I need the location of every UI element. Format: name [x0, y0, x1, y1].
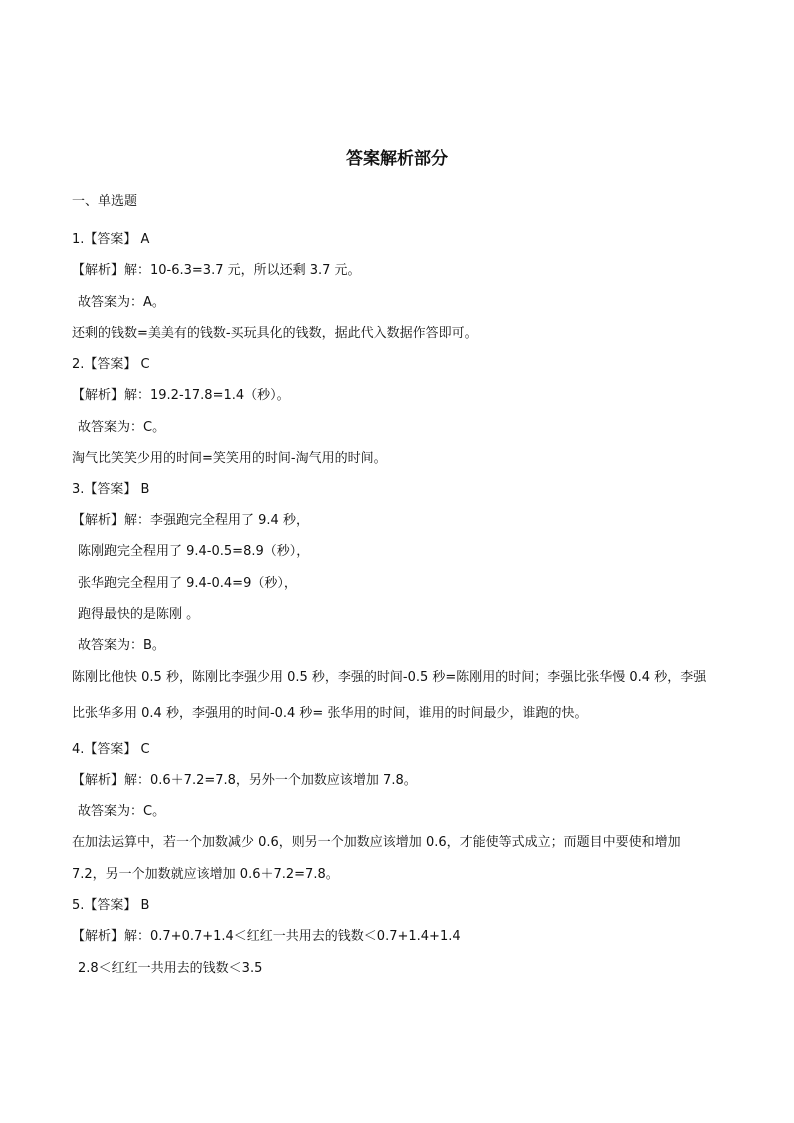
- conclusion-line: 故答案为：A。: [78, 295, 165, 310]
- analysis-line: 张华跑完全程用了 9.4-0.4=9（秒），: [78, 576, 297, 591]
- answer-line: 3.【答案】 B: [72, 482, 150, 497]
- explanation-line: 7.2，另一个加数就应该增加 0.6＋7.2=7.8。: [72, 867, 339, 882]
- analysis-line: 【解析】解：19.2-17.8=1.4（秒）。: [72, 388, 290, 403]
- explanation-line: 陈刚比他快 0.5 秒，陈刚比李强少用 0.5 秒，李强的时间-0.5 秒=陈刚用的时间；李强比张华慢 0.4 秒，李强: [72, 670, 707, 685]
- explanation-line: 淘气比笑笑少用的时间=笑笑用的时间-淘气用的时间。: [72, 451, 387, 466]
- explanation-line: 在加法运算中，若一个加数减少 0.6，则另一个加数应该增加 0.6，才能使等式成立；而题目中要使和增加: [72, 835, 681, 850]
- answer-line: 1.【答案】 A: [72, 232, 150, 247]
- explanation-line: 还剩的钱数=美美有的钱数-买玩具化的钱数，据此代入数据作答即可。: [72, 326, 478, 341]
- analysis-line: 【解析】解：0.7+0.7+1.4＜红红一共用去的钱数＜0.7+1.4+1.4: [72, 929, 461, 944]
- answer-line: 4.【答案】 C: [72, 742, 150, 757]
- analysis-line: 【解析】解：10-6.3=3.7 元，所以还剩 3.7 元。: [72, 263, 361, 278]
- conclusion-line: 故答案为：C。: [78, 420, 166, 435]
- answer-line: 5.【答案】 B: [72, 898, 150, 913]
- conclusion-line: 故答案为：C。: [78, 804, 166, 819]
- analysis-line: 跑得最快的是陈刚 。: [78, 607, 200, 622]
- analysis-line: 【解析】解：李强跑完全程用了 9.4 秒，: [72, 513, 309, 528]
- analysis-line: 【解析】解：0.6＋7.2=7.8，另外一个加数应该增加 7.8。: [72, 773, 417, 788]
- answer-line: 2.【答案】 C: [72, 357, 150, 372]
- explanation-line: 比张华多用 0.4 秒，李强用的时间-0.4 秒= 张华用的时间，谁用的时间最少，谁跑的快。: [72, 706, 588, 721]
- section-heading: 一、单选题: [72, 194, 138, 209]
- page-title: 答案解析部分: [346, 149, 448, 169]
- analysis-line: 2.8＜红红一共用去的钱数＜3.5: [78, 961, 263, 976]
- analysis-line: 陈刚跑完全程用了 9.4-0.5=8.9（秒），: [78, 544, 310, 559]
- conclusion-line: 故答案为：B。: [78, 638, 165, 653]
